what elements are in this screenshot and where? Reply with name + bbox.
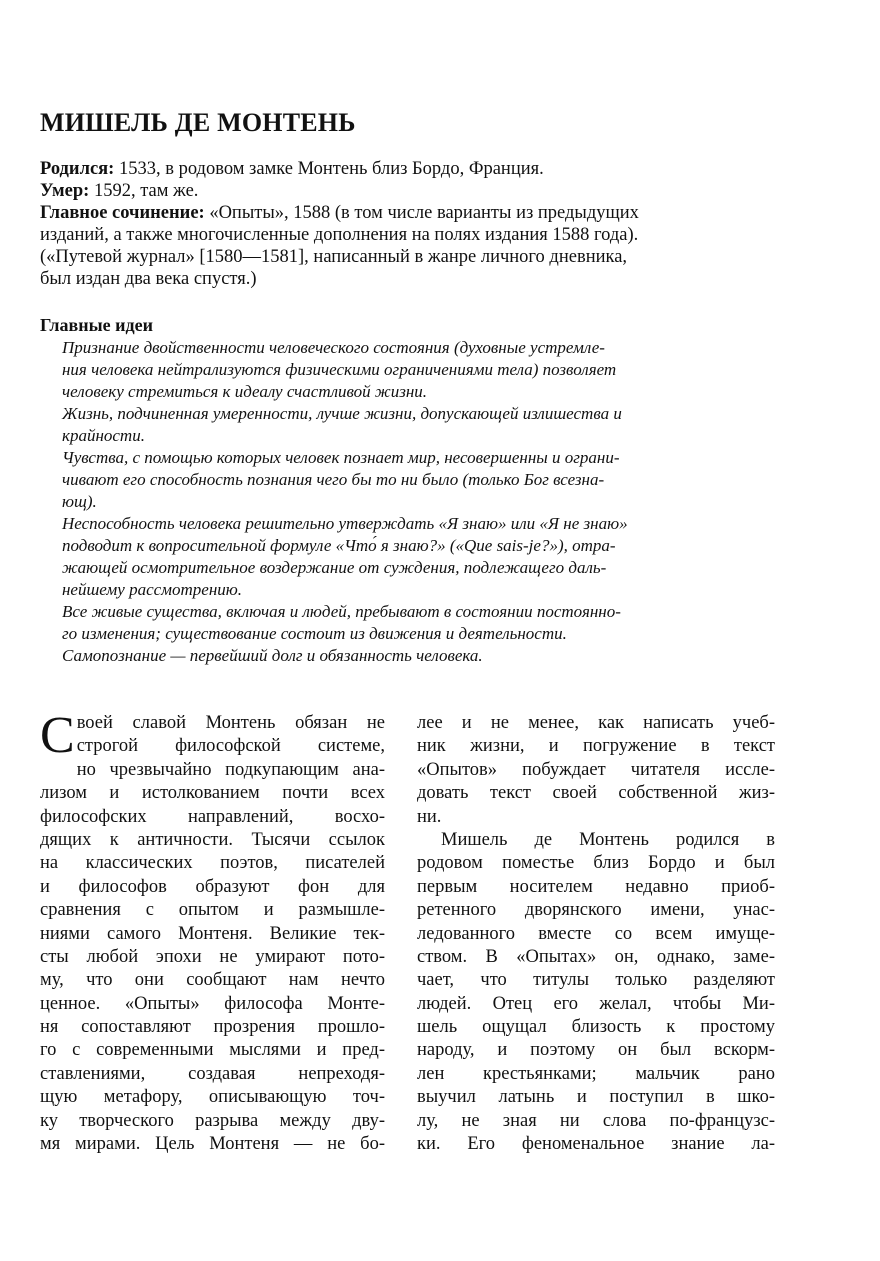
page-title: МИШЕЛЬ ДЕ МОНТЕНЬ <box>40 108 356 137</box>
work-label: Главное сочинение: <box>40 203 205 223</box>
body-text-line: ретенного дворянского имени, унас- <box>417 900 775 921</box>
body-text-line: ник жизни, и погружение в текст <box>417 736 775 757</box>
body-text-line: выучил латынь и поступил в шко- <box>417 1087 775 1108</box>
body-text-line: родовом поместье близ Бордо и был <box>417 853 775 874</box>
body-text-line: чает, что титулы только разделяют <box>417 970 775 991</box>
died-row <box>40 180 780 202</box>
idea-line: чивают его способность познания чего бы то ни было (только Бог всезна- <box>62 470 605 489</box>
body-text-line: мя мирами. Цель Монтеня — не бо- <box>40 1134 385 1155</box>
work-line: изданий, а также многочисленные дополнения на полях издания 1588 года). <box>40 225 639 245</box>
body-text-line: довать текст своей собственной жиз- <box>417 783 775 804</box>
body-text-line: лизом и истолкованием почти всех <box>40 783 385 804</box>
body-text-line: людей. Отец его желал, чтобы Ми- <box>417 993 775 1014</box>
body-text-line: го с современными мыслями и пред- <box>40 1040 385 1061</box>
work-line: «Опыты», 1588 (в том числе варианты из предыдущих <box>204 203 639 223</box>
body-text-line: му, что они сообщают нам нечто <box>40 970 385 991</box>
body-text-line: ни. <box>417 806 442 827</box>
died-value: 1592, там же. <box>89 181 199 201</box>
idea-line: Все живые существа, включая и людей, пребывают в состоянии постоянно- <box>62 602 621 621</box>
idea-line: Неспособность человека решительно утверждать «Я знаю» или «Я не знаю» <box>62 514 628 533</box>
body-text-line: щую метафору, описывающую точ- <box>40 1087 385 1108</box>
body-text-line: ставлениями, создавая непреходя- <box>40 1063 385 1084</box>
work-line: («Путевой журнал» [1580—1581], написанный в жанре личного дневника, <box>40 247 628 267</box>
body-text-line: философских направлений, восхо- <box>40 806 385 827</box>
body-text-line: шель ощущал близость к простому <box>417 1017 775 1038</box>
body-text-line: первым носителем недавно приоб- <box>417 876 775 897</box>
body-text-line: ством. В «Опытах» он, однако, заме- <box>417 946 775 967</box>
biography-facts <box>40 158 780 290</box>
idea-line: нейшему рассмотрению. <box>62 580 243 599</box>
body-column-right <box>417 712 775 1156</box>
body-text-line: сравнения с опытом и размышле- <box>40 900 385 921</box>
body-text-line: лее и не менее, как написать учеб- <box>417 713 775 733</box>
body-text-line: народу, и поэтому он был вскорм- <box>417 1040 775 1061</box>
idea-line: Признание двойственности человеческого состояния (духовные устремле- <box>62 338 605 357</box>
born-row <box>40 158 780 180</box>
body-text-line: ценное. «Опыты» философа Монте- <box>40 993 385 1014</box>
idea-line: ющ). <box>62 492 97 511</box>
body-text-line: и философов образуют фон для <box>40 876 385 897</box>
idea-line: Жизнь, подчиненная умеренности, лучше жизни, допускающей излишества и <box>62 404 622 423</box>
body-text-line: ку творческого разрыва между дву- <box>40 1110 385 1131</box>
body-text-line: на классических поэтов, писателей <box>40 853 385 874</box>
work-line: был издан два века спустя.) <box>40 269 257 289</box>
born-label: Родился: <box>40 159 115 179</box>
idea-line: жающей осмотрительное воздержание от суждения, подлежащего даль- <box>62 558 607 577</box>
idea-line: человеку стремиться к идеалу счастливой жизни. <box>62 382 428 401</box>
body-text-line: воей славой Монтень обязан не <box>76 713 385 733</box>
work-row <box>40 202 780 224</box>
body-text-line: лу, не зная ни слова по-французс- <box>417 1110 775 1131</box>
body-text-line: но чрезвычайно подкупающим ана- <box>76 759 385 780</box>
body-text-line: сты любой эпохи не умирают пото- <box>40 946 385 967</box>
body-text-line: строгой философской системе, <box>76 736 385 757</box>
idea-line: го изменения; существование состоит из движения и деятельности. <box>62 624 567 643</box>
ideas-heading: Главные идеи <box>40 315 153 335</box>
idea-line: крайности. <box>62 426 145 445</box>
drop-cap-letter: С <box>40 707 75 764</box>
body-text-line: Мишель де Монтень родился в <box>441 829 775 850</box>
died-label: Умер: <box>40 181 90 201</box>
body-text-line: дящих к античности. Тысячи ссылок <box>40 829 385 850</box>
body-text-line: ня сопоставляют прозрения прошло- <box>40 1017 385 1038</box>
born-value: 1533, в родовом замке Монтень близ Бордо, Франция. <box>114 159 544 179</box>
body-text-line: ледованного вместе со всем имуще- <box>417 923 775 944</box>
idea-line: ния человека нейтрализуются физическими ограничениями тела) позволяет <box>62 360 617 379</box>
idea-line: Чувства, с помощью которых человек познает мир, несовершенны и ограни- <box>62 448 620 467</box>
body-column-left <box>40 707 385 1156</box>
body-text-line: ниями самого Монтеня. Великие тек- <box>40 923 385 944</box>
key-ideas-list <box>62 337 780 667</box>
body-text-line: ки. Его феноменальное знание ла- <box>417 1134 775 1155</box>
body-text-line: лен крестьянками; мальчик рано <box>417 1063 775 1084</box>
idea-line: Самопознание — первейший долг и обязанность человека. <box>62 646 483 665</box>
idea-line: подводит к вопросительной формуле «Что́ я знаю?» («Que sais-je?»), отра- <box>62 536 616 555</box>
body-text-line: «Опытов» побуждает читателя иссле- <box>417 759 775 780</box>
